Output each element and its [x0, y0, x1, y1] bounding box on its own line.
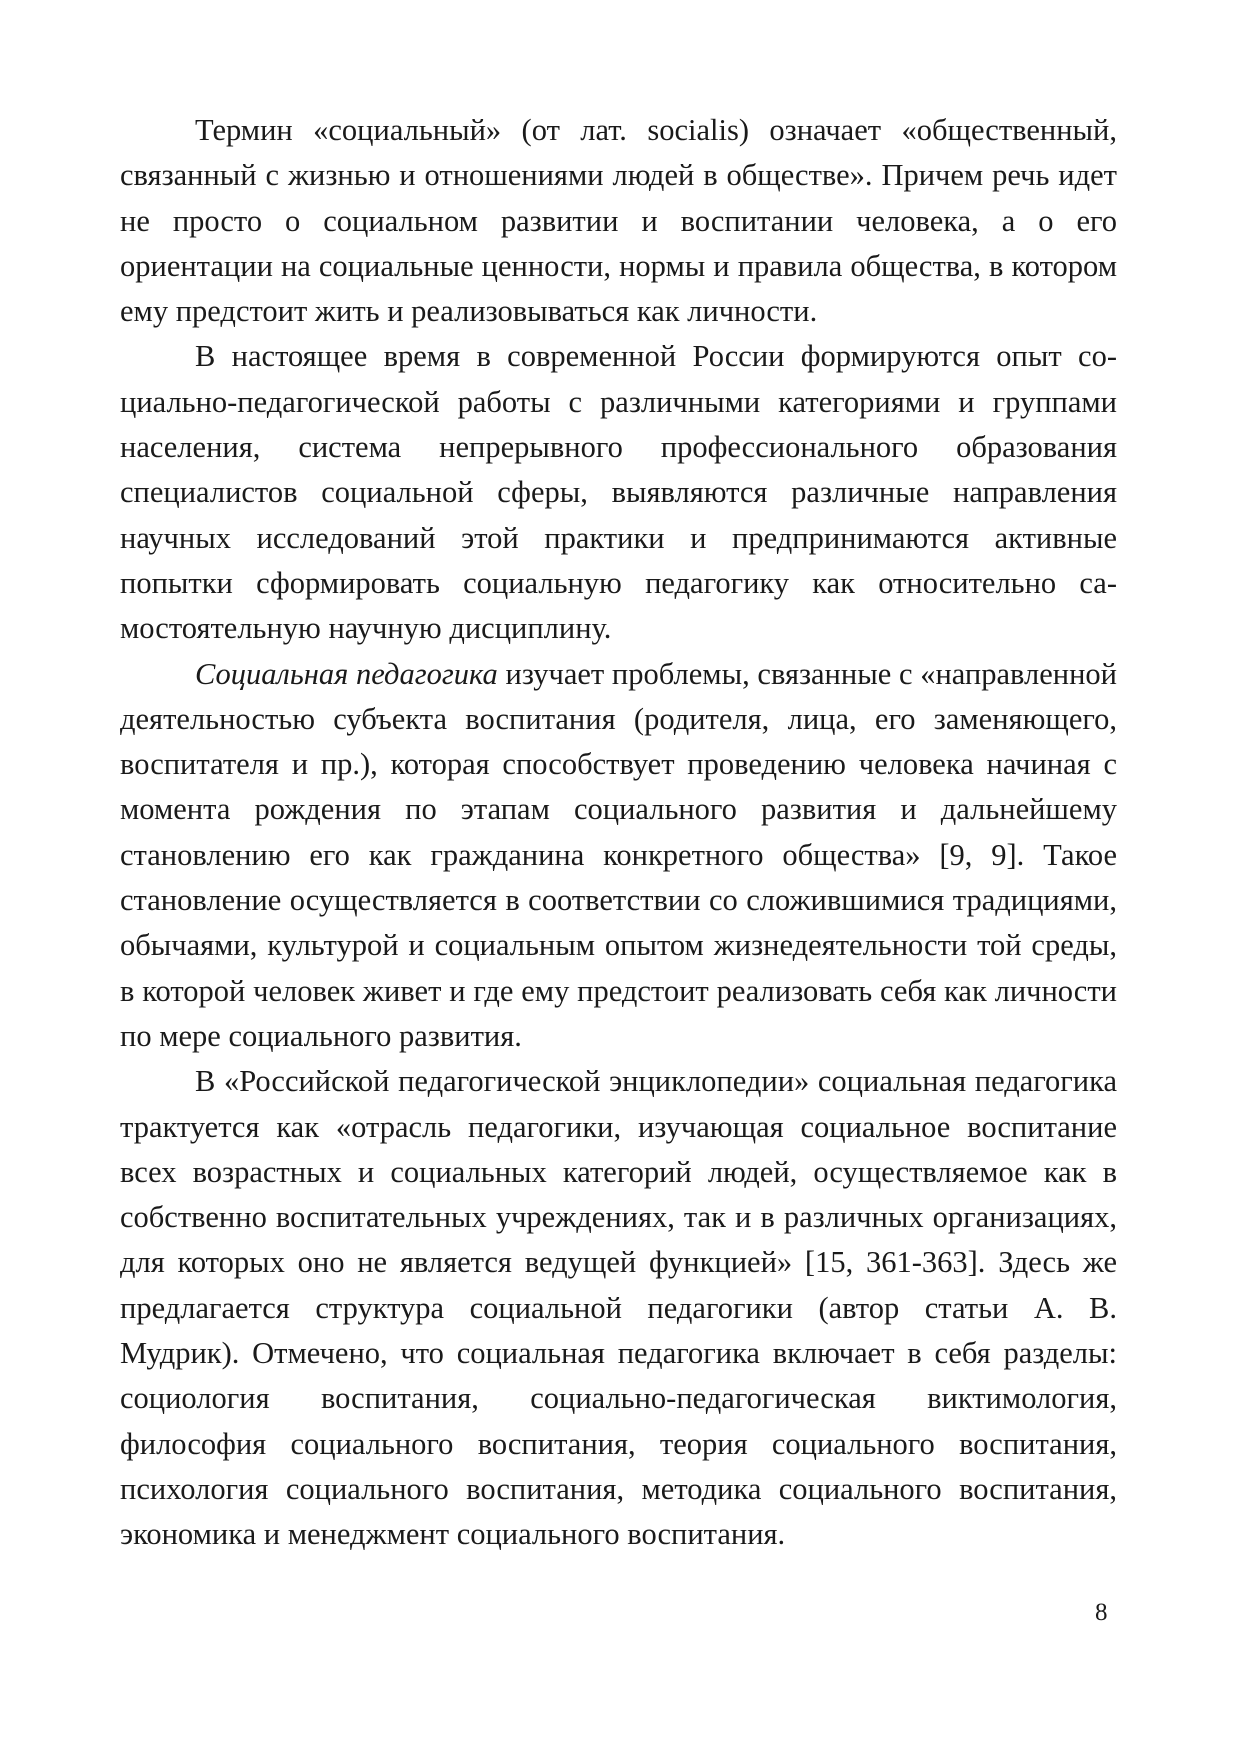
- page-body: [120, 108, 1117, 1558]
- paragraph-4: В «Российской педагогической энциклопедии» социальная педагогика трактуется как «отрасль педагогики, изучающая социальное воспитание всех возрастных и социальных категорий людей, осуществляемое как в собственно воспитательных учреждениях, так и в различных организациях, для которых оно не является ведущей функцией» [15, 361-363]. Здесь же предлагается структура социальной педагогики (автор статьи А. В. Мудрик). Отмечено, что социальная педагогика включает в себя разделы: социология воспитания, социально-педагогическая виктимология, философия социального воспитания, теория социального воспитания, психология социального воспитания, методика социального воспитания, экономика и менеджмент социального воспитания.: [120, 1064, 1117, 1552]
- page-number: 8: [1095, 1599, 1108, 1626]
- italic-term: Социальная педагогика: [195, 656, 498, 691]
- paragraph-1: Термин «социальный» (от лат. socialis) означает «общественный, связанный с жизнью и отношениями людей в обществе». Причем речь идет не просто о социальном развитии и воспитании человека, а о его ориентации на социальные ценности, нормы и правила общества, в котором ему предстоит жить и реализовываться как личности.: [120, 113, 1117, 329]
- paragraph-3: [120, 652, 1117, 1060]
- paragraph-2: В настоящее время в современной России формируются опыт социально-педагогической работы с различными категориями и группами населения, система непрерывного профессионального образования специалистов социальной сферы, выявляются различные направления научных исследований этой практики и предпринимаются активные попытки сформировать социальную педагогику как относительно самостоятельную научную дисциплину.: [120, 339, 1117, 646]
- paragraph-3-text: изучает проблемы, связанные с «направленной деятельностью субъекта воспитания (родителя, лица, его заменяющего, воспитателя и пр.), которая способствует проведению человека начиная с момента рождения по этапам социального развития и дальнейшему становлению его как гражданина конкретного общества» [9, 9]. Такое становление осуществляется в соответствии со сложившимися традициями, обычаями, культурой и социальным опытом жизнедеятельности той среды, в которой человек живет и где ему предстоит реализовать себя как личности по мере социального развития.: [120, 656, 1117, 1053]
